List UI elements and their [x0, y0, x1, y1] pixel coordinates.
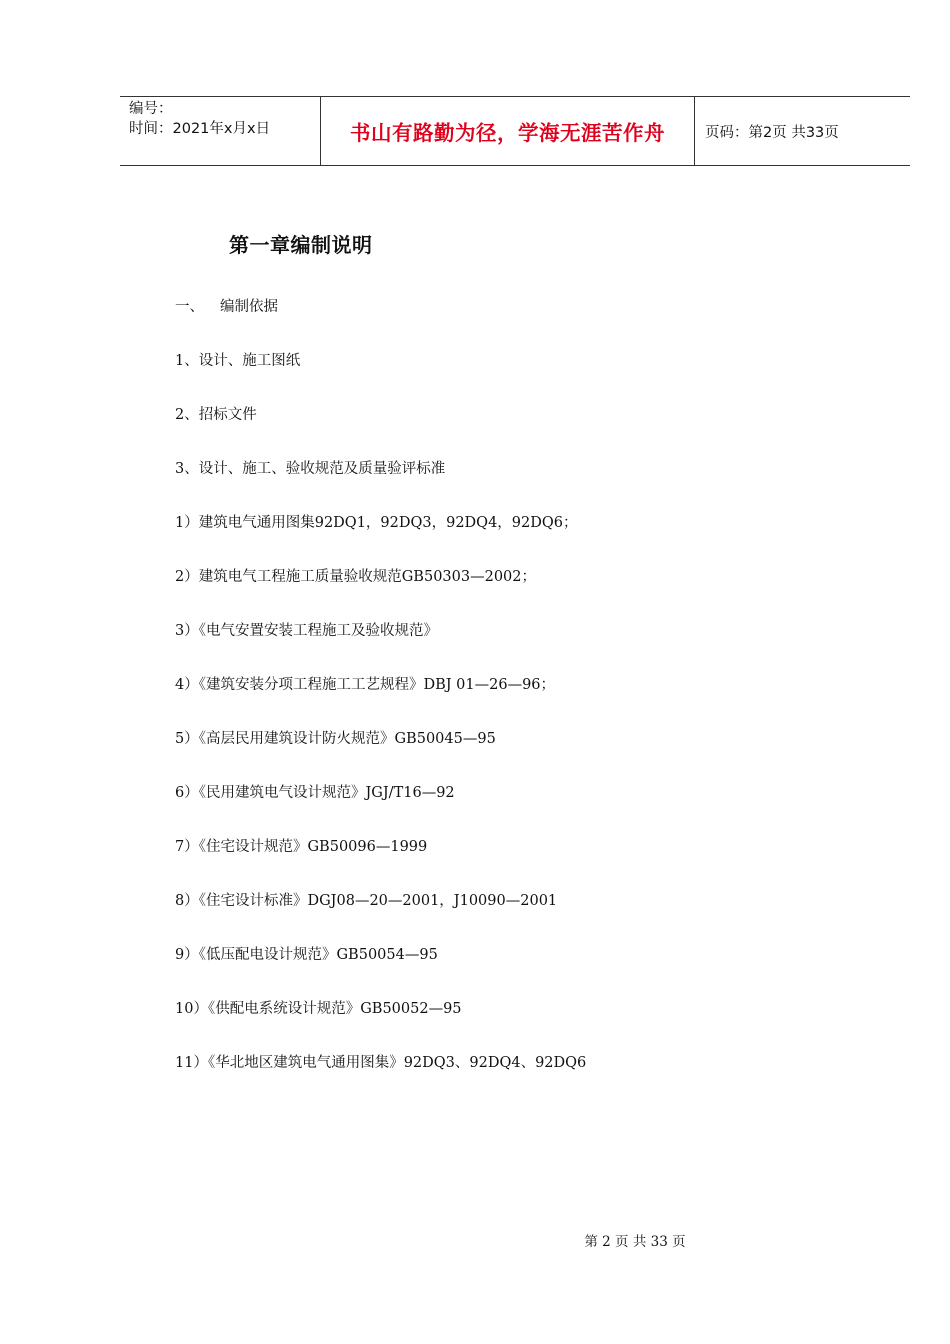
- list-item: 1、设计、施工图纸: [175, 353, 301, 369]
- header-page-cell: [695, 97, 910, 165]
- list-item: 11）《华北地区建筑电气通用图集》92DQ3、92DQ4、92DQ6: [175, 1055, 587, 1071]
- list-item: 8）《住宅设计标准》DGJ08—20—2001，J10090—2001: [175, 893, 558, 909]
- motto-text: 书山有路勤为径，学海无涯苦作舟: [350, 121, 665, 145]
- list-item: 6）《民用建筑电气设计规范》JGJ/T16—92: [175, 785, 455, 801]
- list-item: 9）《低压配电设计规范》GB50054—95: [175, 947, 438, 963]
- list-item: 2）建筑电气工程施工质量验收规范GB50303—2002；: [175, 569, 536, 585]
- section-heading: [175, 296, 586, 350]
- page-footer: 第 2 页 共 33 页: [584, 1234, 686, 1250]
- list-item: 3）《电气安置安装工程施工及验收规范》: [175, 623, 438, 639]
- number-label: 编号：: [129, 101, 173, 117]
- time-label: 时间：2021年x月x日: [129, 121, 271, 137]
- list-item: 7）《住宅设计规范》GB50096—1999: [175, 839, 428, 855]
- section-number: 一、: [175, 299, 204, 315]
- list-item: 2、招标文件: [175, 407, 257, 423]
- header-info-cell: [120, 97, 321, 165]
- header-motto-cell: [321, 97, 695, 165]
- chapter-title: 第一章编制说明: [229, 233, 373, 257]
- document-header: [120, 96, 910, 166]
- list-item: 1）建筑电气通用图集92DQ1，92DQ3，92DQ4，92DQ6；: [175, 515, 578, 531]
- document-body: [175, 296, 586, 1106]
- section-title: 编制依据: [220, 299, 278, 315]
- list-item: 5）《高层民用建筑设计防火规范》GB50045—95: [175, 731, 496, 747]
- list-item: 3、设计、施工、验收规范及质量验评标准: [175, 461, 446, 477]
- list-item: 10）《供配电系统设计规范》GB50052—95: [175, 1001, 462, 1017]
- list-item: 4）《建筑安装分项工程施工工艺规程》DBJ 01—26—96；: [175, 677, 556, 693]
- page-label: 页码：第2页 共33页: [705, 124, 839, 141]
